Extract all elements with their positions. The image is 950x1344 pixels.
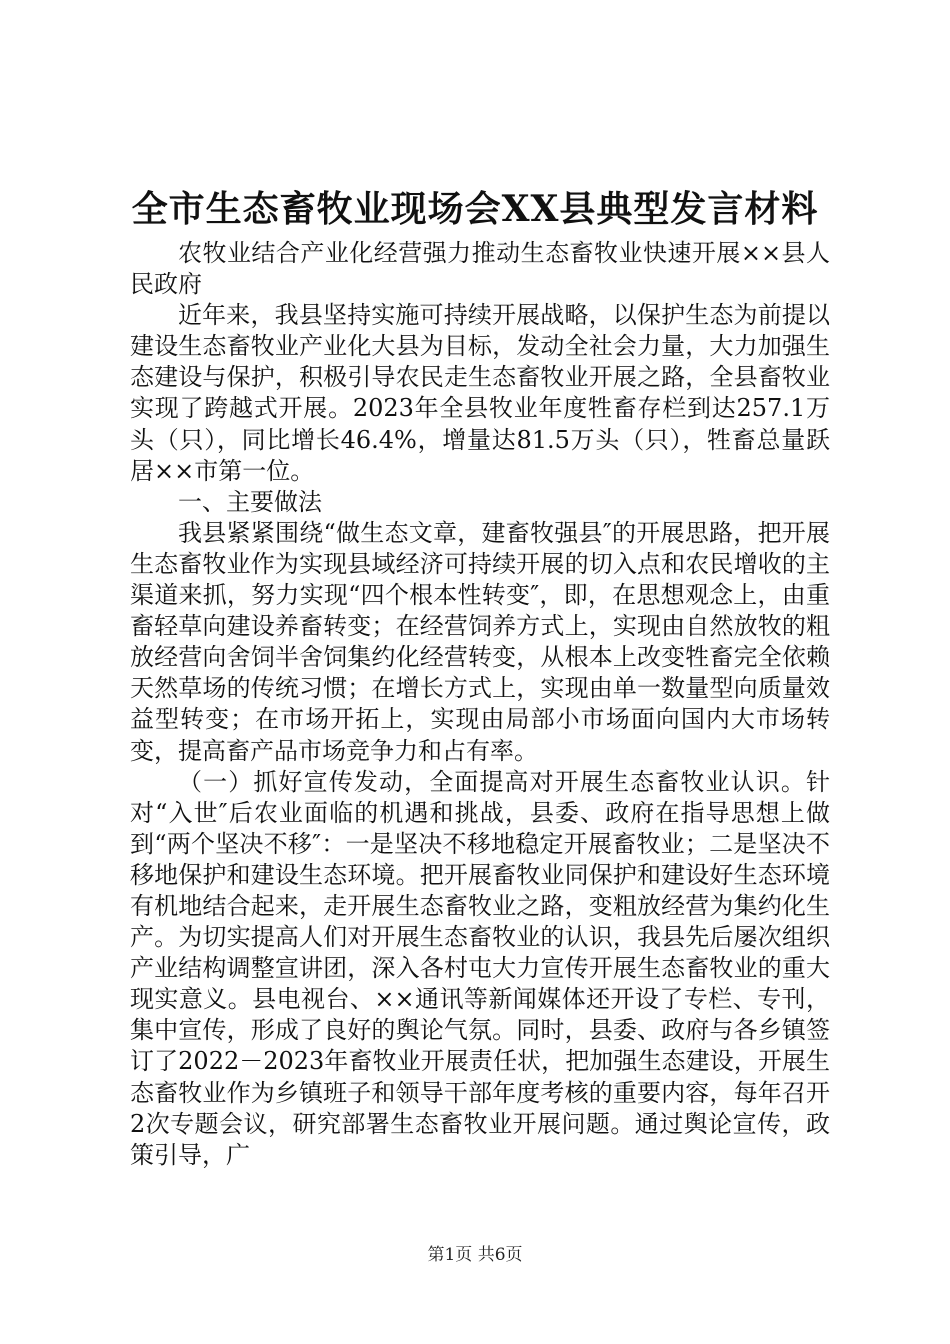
publicity-paragraph: （一）抓好宣传发动，全面提高对开展生态畜牧业认识。针对“入世″后农业面临的机遇和挑战，县委、政府在指导思想上做到“两个坚决不移″：一是坚决不移地稳定开展畜牧业；二是坚决不移地保护和建设生态环境。把开展畜牧业同保护和建设好生态环境有机地结合起来，走开展生态畜牧业之路，变粗放经营为集约化生产。为切实提高人们对开展生态畜牧业的认识，我县先后屡次组织产业结构调整宣讲团，深入各村屯大力宣传开展生态畜牧业的重大现实意义。县电视台、××通讯等新闻媒体还开设了专栏、专刊，集中宣传，形成了良好的舆论气氛。同时，县委、政府与各乡镇签订了2022－2023年畜牧业开展责任状，把加强生态建设，开展生态畜牧业作为乡镇班子和领导干部年度考核的重要内容，每年召开2次专题会议，研究部署生态畜牧业开展问题。通过舆论宣传，政策引导，广 bbox=[130, 767, 830, 1169]
document-title: 全市生态畜牧业现场会XX县典型发言材料 bbox=[131, 188, 819, 230]
subtitle-paragraph: 农牧业结合产业化经营强力推动生态畜牧业快速开展××县人民政府 bbox=[130, 239, 830, 299]
page-indicator: 第1页 共6页 bbox=[427, 1245, 523, 1265]
document-body bbox=[130, 238, 830, 1171]
approach-paragraph: 我县紧紧围绕“做生态文章，建畜牧强县″的开展思路，把开展生态畜牧业作为实现县域经济可持续开展的切入点和农民增收的主渠道来抓，努力实现“四个根本性转变″，即，在思想观念上，由重畜轻草向建设养畜转变；在经营饲养方式上，实现由自然放牧的粗放经营向舍饲半舍饲集约化经营转变，从根本上改变牲畜完全依赖天然草场的传统习惯；在增长方式上，实现由单一数量型向质量效益型转变；在市场开拓上，实现由局部小市场面向国内大市场转变，提高畜产品市场竞争力和占有率。 bbox=[130, 518, 830, 765]
intro-paragraph: 近年来，我县坚持实施可持续开展战略，以保护生态为前提以建设生态畜牧业产业化大县为目标，发动全社会力量，大力加强生态建设与保护，积极引导农民走生态畜牧业开展之路，全县畜牧业实现了跨越式开展。2023年全县牧业年度牲畜存栏到达257.1万头（只），同比增长46.4%，增量达81.5万头（只），牲畜总量跃居××市第一位。 bbox=[130, 301, 830, 485]
section-heading: 一、主要做法 bbox=[178, 487, 322, 516]
page-footer bbox=[0, 1244, 950, 1266]
